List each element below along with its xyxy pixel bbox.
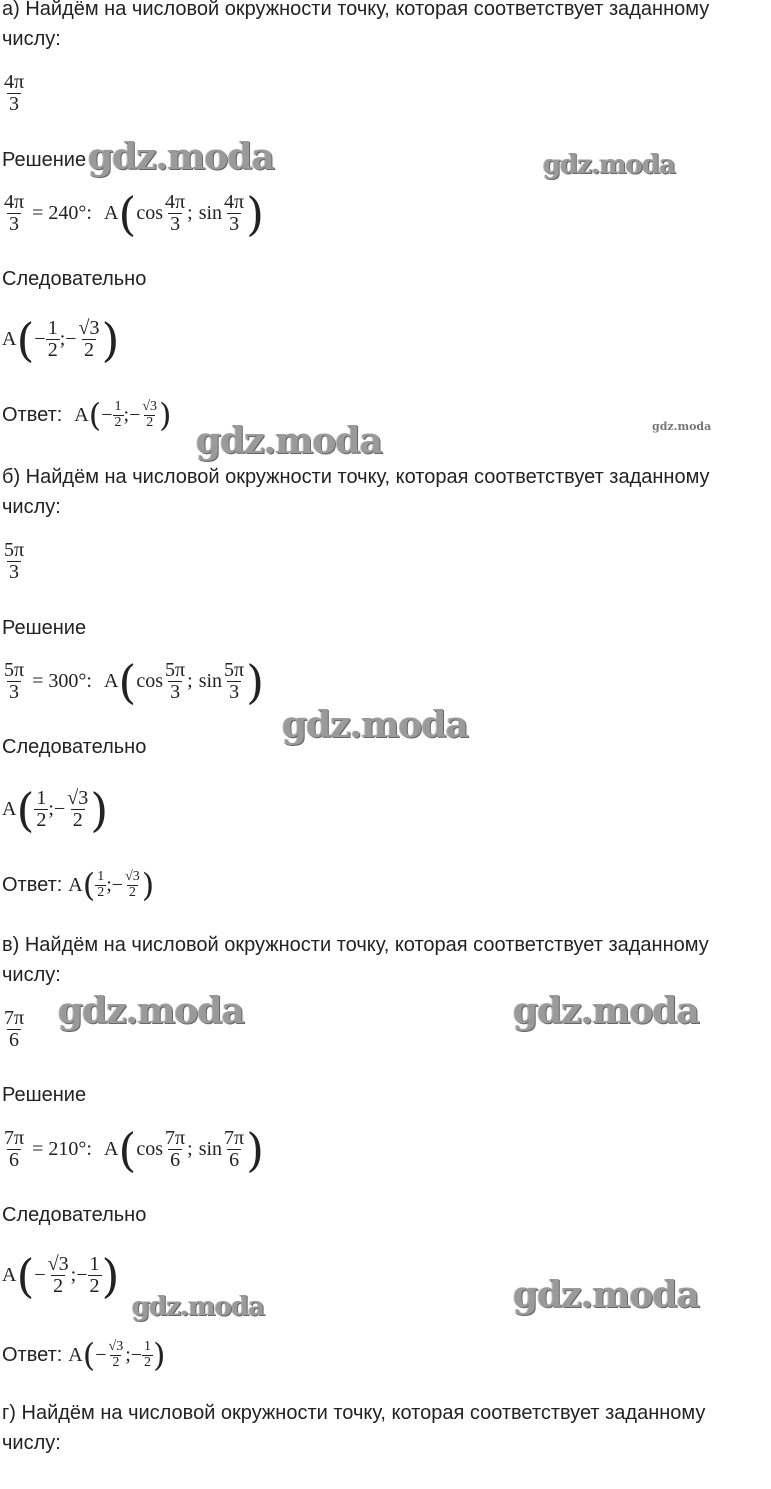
- part-v-intro-cont: числу:: [2, 964, 61, 986]
- watermark: gdz.moda: [196, 420, 382, 462]
- part-b-intro: б) Найдём на числовой окружности точку, которая соответствует заданному: [2, 466, 710, 488]
- part-b-intro-cont: числу:: [2, 496, 61, 518]
- part-v-solution-label: Решение: [2, 1084, 87, 1106]
- part-v-result-point: A ( − $\frac{√3}{2}$ ; − $\frac{1}{2}$ ): [2, 1248, 120, 1303]
- part-b-therefore: Следовательно: [2, 736, 147, 758]
- part-v-therefore: Следовательно: [2, 1204, 147, 1226]
- part-v-intro: в) Найдём на числовой окружности точку, которая соответствует заданному: [2, 934, 709, 956]
- part-a-intro: а) Найдём на числовой окружности точку, которая соответствует заданному: [2, 0, 710, 20]
- part-b-conversion: $\frac{5\pi}{3}$ = 300°: A ( cos $\frac{5\pi}{3}$ ; sin $\frac{5\pi}{3}$ ): [4, 654, 265, 709]
- part-v-answer: Ответ: A ( − $\frac{√3}{2}$ ; − $\frac{1}{2}$ ): [2, 1336, 166, 1375]
- watermark: gdz.moda: [132, 1292, 265, 1322]
- part-v-conversion: $\frac{7\pi}{6}$ = 210°: A ( cos $\frac{7\pi}{6}$ ; sin $\frac{7\pi}{6}$ ): [4, 1122, 265, 1177]
- part-g-intro: г) Найдём на числовой окружности точку, которая соответствует заданному: [2, 1402, 706, 1424]
- watermark: gdz.moda: [513, 990, 699, 1032]
- part-a-therefore: Следовательно: [2, 268, 147, 290]
- part-a-answer: Ответ: A ( − $\frac{1}{2}$ ; − $\frac{√3}{2}$ ): [2, 396, 172, 435]
- part-b-solution-label: Решение: [2, 617, 87, 639]
- part-b-answer: Ответ: A ( $\frac{1}{2}$ ; − $\frac{√3}{2}$ ): [2, 866, 155, 905]
- watermark: gdz.moda: [58, 990, 244, 1032]
- part-v-given-number: $\frac{7\pi}{6}$: [4, 1007, 25, 1051]
- watermark: gdz.moda: [543, 150, 676, 180]
- watermark: gdz.moda: [88, 136, 274, 178]
- part-b-result-point: A ( $\frac{1}{2}$ ; − $\frac{√3}{2}$ ): [2, 782, 109, 837]
- part-a-intro-cont: числу:: [2, 28, 61, 50]
- part-a-result-point: A ( − $\frac{1}{2}$ ; − $\frac{√3}{2}$ ): [2, 312, 120, 367]
- watermark: gdz.moda: [282, 704, 468, 746]
- part-a-given-number: $\frac{4\pi}{3}$: [4, 71, 25, 115]
- part-a-conversion: $\frac{4\pi}{3}$ = 240°: A ( cos $\frac{4\pi}{3}$ ; sin $\frac{4\pi}{3}$ ): [4, 186, 265, 241]
- part-a-solution-label: Решение: [2, 149, 87, 171]
- watermark: gdz.moda: [652, 420, 712, 433]
- part-b-given-number: $\frac{5\pi}{3}$: [4, 539, 25, 583]
- part-g-intro-cont: числу:: [2, 1432, 61, 1454]
- watermark: gdz.moda: [513, 1274, 699, 1316]
